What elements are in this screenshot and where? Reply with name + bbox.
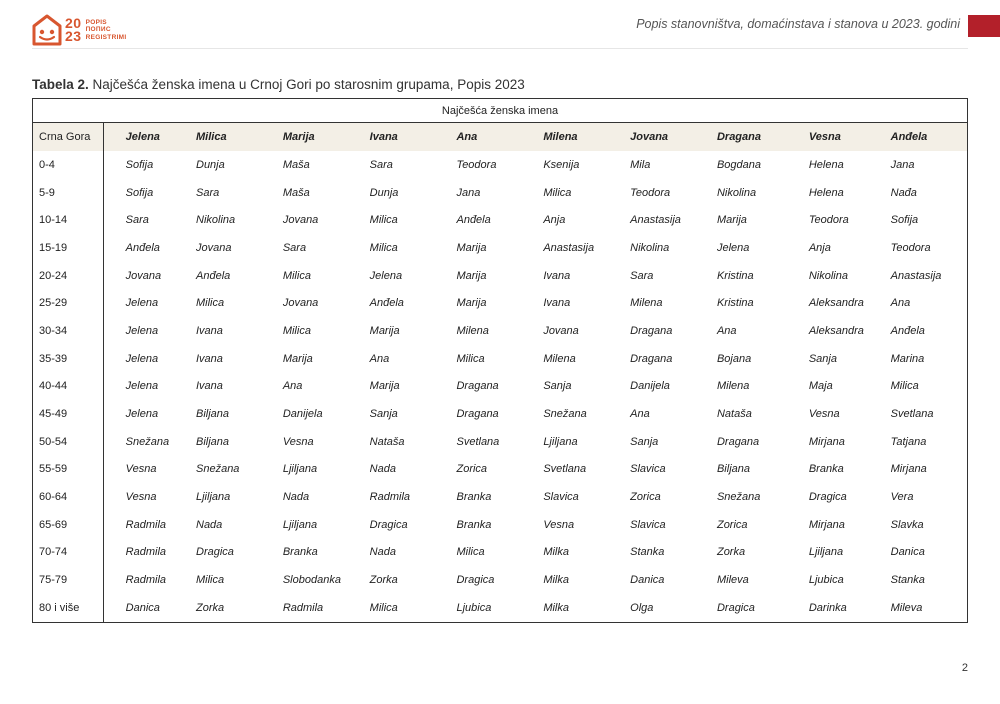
name-cell: Mila [630, 158, 651, 171]
name-cell: Mileva [716, 574, 749, 587]
table-row [33, 456, 968, 484]
name-cell: Slavica [630, 463, 666, 476]
name-cell: Sara [369, 158, 393, 171]
name-cell: Milka [543, 574, 569, 587]
name-cell: Aleksandra [808, 324, 864, 337]
name-cell: Tatjana [890, 435, 927, 448]
name-cell: Sara [125, 214, 149, 227]
name-cell: Zorica [716, 518, 748, 531]
name-cell: Ivana [543, 269, 571, 282]
column-header-name: Vesna [803, 123, 885, 152]
name-cell: Mileva [890, 601, 923, 614]
age-group-cell: 5-9 [33, 179, 104, 207]
age-group-cell: 40-44 [33, 373, 104, 401]
table-row [33, 511, 968, 539]
table-row [33, 345, 968, 373]
logo-word-albanian: REGISTRIMI [85, 33, 127, 41]
name-cell: Nikolina [808, 269, 848, 282]
house-logo-icon [32, 14, 62, 46]
name-cell: Ljubica [456, 601, 492, 614]
name-cell: Ivana [196, 380, 223, 393]
name-cell: Olga [630, 601, 654, 614]
column-header-name: Jelena [103, 123, 190, 152]
name-cell: Zorka [369, 574, 398, 587]
logo-words [86, 19, 127, 42]
name-cell: Jana [456, 186, 481, 199]
name-cell: Milka [543, 546, 569, 559]
age-group-cell: 35-39 [33, 345, 104, 373]
name-cell: Ksenija [543, 158, 580, 171]
name-cell: Sara [196, 186, 220, 199]
name-cell: Branka [282, 546, 318, 559]
name-cell: Branka [456, 491, 492, 504]
name-cell: Ljiljana [543, 435, 578, 448]
table-row [33, 566, 968, 594]
caption-text: Najčešća ženska imena u Crnoj Gori po starosnim grupama, Popis 2023 [88, 77, 525, 92]
age-group-cell: 60-64 [33, 483, 104, 511]
name-cell: Ivana [196, 324, 223, 337]
name-cell: Nikolina [716, 186, 757, 199]
column-header-name: Milica [190, 123, 277, 152]
name-cell: Nada [369, 546, 396, 559]
name-cell: Nikolina [196, 214, 236, 227]
name-cell: Biljana [196, 408, 230, 421]
name-cell: Milena [630, 297, 663, 310]
age-group-cell: 10-14 [33, 206, 104, 234]
name-cell: Milena [543, 352, 576, 365]
header-divider [32, 48, 968, 49]
age-group-cell: 25-29 [33, 289, 104, 317]
name-cell: Zorica [456, 463, 488, 476]
name-cell: Kristina [716, 297, 754, 310]
name-cell: Anđela [196, 269, 231, 282]
name-cell: Svetlana [456, 435, 500, 448]
name-cell: Milica [369, 241, 398, 254]
name-cell: Vesna [543, 518, 575, 531]
name-cell: Milica [369, 214, 398, 227]
name-cell: Dunja [369, 186, 399, 199]
name-cell: Teodora [890, 241, 931, 254]
name-cell: Dragica [808, 491, 847, 504]
name-cell: Teodora [808, 214, 849, 227]
name-cell: Jelena [125, 408, 159, 421]
name-cell: Nataša [716, 408, 752, 421]
table-row [33, 289, 968, 317]
name-cell: Milica [543, 186, 572, 199]
name-cell: Zorica [630, 491, 661, 504]
name-cell: Nada [196, 518, 223, 531]
name-cell: Milena [456, 324, 489, 337]
table-caption [32, 77, 525, 92]
column-header-name: Marija [277, 123, 364, 152]
name-cell: Jelena [125, 352, 159, 365]
name-cell: Milica [890, 380, 919, 393]
name-cell: Mirjana [808, 518, 845, 531]
name-cell: Ljiljana [282, 463, 318, 476]
column-header-name: Anđela [885, 123, 968, 152]
age-group-cell: 45-49 [33, 400, 104, 428]
name-cell: Slobodanka [282, 574, 341, 587]
name-cell: Radmila [282, 601, 324, 614]
name-cell: Jana [890, 158, 915, 171]
name-cell: Sofija [890, 214, 919, 227]
name-cell: Vesna [125, 463, 157, 476]
name-cell: Zorka [716, 546, 746, 559]
name-cell: Marija [369, 324, 400, 337]
name-cell: Ljiljana [196, 491, 231, 504]
name-cell: Dragana [456, 380, 499, 393]
name-cell: Jovana [196, 241, 232, 254]
name-cell: Jelena [125, 297, 159, 310]
logo-year-top: 20 [65, 15, 82, 31]
name-cell: Anastasija [630, 214, 681, 227]
name-cell: Danica [890, 546, 925, 559]
column-header-name: Jovana [624, 123, 711, 152]
name-cell: Vesna [282, 435, 314, 448]
name-cell: Ana [630, 408, 650, 421]
name-cell: Maja [808, 380, 833, 393]
name-cell: Jelena [125, 380, 159, 393]
age-group-cell: 0-4 [33, 151, 104, 179]
name-cell: Anđela [890, 324, 925, 337]
logo-word-latin: POPIS [85, 18, 107, 26]
age-group-cell: 15-19 [33, 234, 104, 262]
table-row [33, 594, 968, 622]
name-cell: Stanka [890, 574, 925, 587]
name-cell: Nada [282, 491, 310, 504]
table-row [33, 262, 968, 290]
name-cell: Maša [282, 158, 310, 171]
census-logo [32, 13, 127, 47]
name-cell: Vesna [125, 491, 157, 504]
table-row [33, 179, 968, 207]
name-cell: Anastasija [543, 241, 595, 254]
table-row [33, 234, 968, 262]
column-header-name: Ana [450, 123, 537, 152]
name-cell: Ivana [196, 352, 223, 365]
age-group-cell: 80 i više [33, 594, 104, 622]
name-cell: Vesna [808, 408, 840, 421]
name-cell: Nikolina [630, 241, 670, 254]
name-cell: Teodora [630, 186, 671, 199]
name-cell: Dragana [630, 352, 673, 365]
name-cell: Jelena [125, 324, 159, 337]
caption-label: Tabela 2. [32, 77, 89, 92]
name-cell: Helena [808, 158, 844, 171]
name-cell: Marija [282, 352, 313, 365]
name-cell: Danijela [282, 408, 323, 421]
name-cell: Ana [716, 324, 737, 337]
name-cell: Bojana [716, 352, 752, 365]
name-cell: Marija [456, 297, 487, 310]
name-cell: Anđela [369, 297, 404, 310]
column-header-name: Ivana [364, 123, 451, 152]
name-cell: Sofija [125, 186, 154, 199]
name-cell: Maša [282, 186, 310, 199]
name-cell: Marija [716, 214, 747, 227]
age-group-cell: 50-54 [33, 428, 104, 456]
name-cell: Dunja [196, 158, 225, 171]
name-cell: Danijela [630, 380, 670, 393]
age-group-cell: 20-24 [33, 262, 104, 290]
name-cell: Jelena [716, 241, 750, 254]
name-cell: Sanja [630, 435, 659, 448]
age-group-cell: 65-69 [33, 511, 104, 539]
header-accent-bar [968, 15, 1000, 37]
name-cell: Biljana [196, 435, 230, 448]
name-cell: Vera [890, 491, 914, 504]
logo-year-bottom: 23 [65, 28, 82, 44]
name-cell: Milica [369, 601, 398, 614]
table-row [33, 317, 968, 345]
name-cell: Nataša [369, 435, 405, 448]
column-header-name: Milena [537, 123, 624, 152]
name-cell: Anđela [456, 214, 491, 227]
name-cell: Jovana [125, 269, 162, 282]
name-cell: Dragica [716, 601, 755, 614]
names-table [32, 98, 968, 623]
name-cell: Marija [456, 269, 487, 282]
name-cell: Nada [369, 463, 396, 476]
name-cell: Snežana [543, 408, 587, 421]
name-cell: Branka [808, 463, 844, 476]
name-cell: Nađa [890, 186, 917, 199]
name-cell: Milica [196, 574, 225, 587]
name-cell: Radmila [125, 546, 167, 559]
name-cell: Milica [196, 297, 225, 310]
age-group-cell: 70-74 [33, 539, 104, 567]
name-cell: Dragana [716, 435, 760, 448]
name-cell: Marina [890, 352, 925, 365]
name-cell: Jovana [543, 324, 579, 337]
name-cell: Marija [456, 241, 487, 254]
name-cell: Milica [456, 546, 485, 559]
name-cell: Danica [125, 601, 160, 614]
name-cell: Jelena [369, 269, 403, 282]
name-cell: Bogdana [716, 158, 762, 171]
logo-year [65, 17, 82, 43]
name-cell: Dragana [456, 408, 499, 421]
name-cell: Dragica [196, 546, 234, 559]
name-cell: Helena [808, 186, 844, 199]
table-super-header: Najčešća ženska imena [33, 99, 968, 123]
name-cell: Snežana [196, 463, 240, 476]
name-cell: Jovana [282, 297, 319, 310]
name-cell: Dragica [369, 518, 408, 531]
name-cell: Aleksandra [808, 297, 864, 310]
name-cell: Ana [369, 352, 390, 365]
name-cell: Danica [630, 574, 665, 587]
name-cell: Slavica [630, 518, 666, 531]
column-header-name: Dragana [711, 123, 803, 152]
name-cell: Anja [543, 214, 566, 227]
name-cell: Ana [282, 380, 303, 393]
name-cell: Sanja [369, 408, 398, 421]
name-cell: Sanja [543, 380, 572, 393]
page-number: 2 [961, 662, 968, 674]
name-cell: Snežana [125, 435, 170, 448]
name-cell: Snežana [716, 491, 761, 504]
name-cell: Radmila [125, 574, 167, 587]
name-cell: Anastasija [890, 269, 942, 282]
column-header-region: Crna Gora [33, 123, 104, 152]
name-cell: Sanja [808, 352, 837, 365]
name-cell: Anđela [125, 241, 160, 254]
name-cell: Teodora [456, 158, 497, 171]
name-cell: Ana [890, 297, 911, 310]
age-group-cell: 55-59 [33, 456, 104, 484]
name-cell: Milica [282, 269, 311, 282]
table-row [33, 483, 968, 511]
table-row [33, 539, 968, 567]
name-cell: Ljiljana [282, 518, 318, 531]
name-cell: Marija [369, 380, 400, 393]
table-row [33, 400, 968, 428]
name-cell: Mirjana [808, 435, 845, 448]
name-cell: Slavka [890, 518, 924, 531]
name-cell: Svetlana [543, 463, 587, 476]
name-cell: Radmila [369, 491, 411, 504]
name-cell: Kristina [716, 269, 754, 282]
name-cell: Milica [456, 352, 485, 365]
name-cell: Biljana [716, 463, 750, 476]
name-cell: Radmila [125, 518, 167, 531]
table-row [33, 428, 968, 456]
logo-word-cyrillic: ПОПИС [85, 26, 111, 34]
name-cell: Darinka [808, 601, 847, 614]
table-header-row [33, 123, 968, 152]
name-cell: Sofija [125, 158, 154, 171]
name-cell: Dragana [630, 324, 673, 337]
age-group-cell: 30-34 [33, 317, 104, 345]
name-cell: Milica [282, 324, 311, 337]
name-cell: Stanka [630, 546, 665, 559]
name-cell: Milka [543, 601, 569, 614]
table-row [33, 151, 968, 179]
name-cell: Slavica [543, 491, 579, 504]
name-cell: Mirjana [890, 463, 927, 476]
age-group-cell: 75-79 [33, 566, 104, 594]
name-cell: Anja [808, 241, 831, 254]
name-cell: Svetlana [890, 408, 934, 421]
name-cell: Dragica [456, 574, 495, 587]
name-cell: Sara [282, 241, 307, 254]
name-cell: Ljubica [808, 574, 844, 587]
header-title: Popis stanovništva, domaćinstava i stanova u 2023. godini [636, 17, 960, 31]
name-cell: Milena [716, 380, 750, 393]
table-body [33, 123, 968, 623]
table-row [33, 373, 968, 401]
name-cell: Branka [456, 518, 492, 531]
table-row [33, 206, 968, 234]
name-cell: Ivana [543, 297, 571, 310]
name-cell: Zorka [196, 601, 225, 614]
name-cell: Jovana [282, 214, 319, 227]
name-cell: Ljiljana [808, 546, 844, 559]
name-cell: Sara [630, 269, 654, 282]
